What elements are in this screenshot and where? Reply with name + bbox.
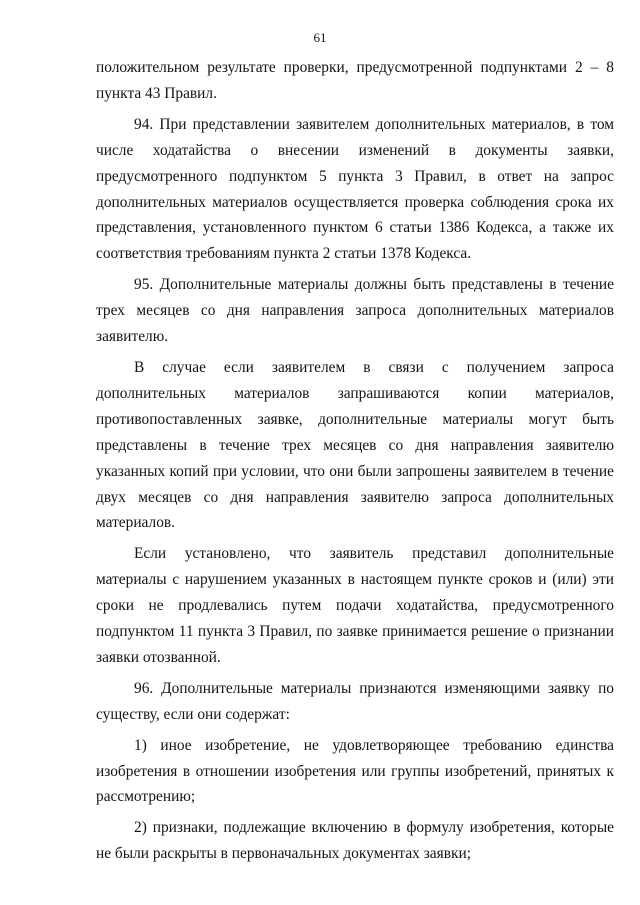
paragraph-continuation: положительном результате проверки, предусмотренной подпунктами 2 – 8 пункта 43 Правил. <box>96 59 614 102</box>
paragraph-95-copies: В случае если заявителем в связи с получением запроса дополнительных материалов запрашиваются копии материалов, противопоставленных заявке, дополнительные материалы могут быть представлены в течение трех месяцев со дня направления заявителю указанных копий при условии, что они были запрошены заявителем в течение двух месяцев со дня направления заявителю запроса дополнительных материалов. <box>96 358 614 532</box>
paragraph-94: 94. При представлении заявителем дополнительных материалов, в том числе ходатайства о внесении изменений в документы заявки, предусмотренного подпунктом 5 пункта 3 Правил, в ответ на запрос дополнительных материалов осуществляется проверка соблюдения срока их представления, установленного пунктом 6 статьи 1386 Кодекса, а также их соответствия требованиям пункта 2 статьи 1378 Кодекса. <box>96 115 614 263</box>
paragraph-95: 95. Дополнительные материалы должны быть представлены в течение трех месяцев со дня направления запроса дополнительных материалов заявителю. <box>96 276 614 346</box>
paragraph-96-item-1: 1) иное изобретение, не удовлетворяющее требованию единства изобретения в отношении изобретения или группы изобретений, принятых к рассмотрению; <box>96 736 614 806</box>
paragraph-96-item-2: 2) признаки, подлежащие включению в формулу изобретения, которые не были раскрыты в первоначальных документах заявки; <box>96 819 614 863</box>
page-number: 61 <box>313 30 327 45</box>
document-body <box>96 55 614 872</box>
paragraph-95-violation: Если установлено, что заявитель представил дополнительные материалы с нарушением указанных в настоящем пункте сроков и (или) эти сроки не продлевались путем подачи ходатайства, предусмотренного подпунктом 11 пункта 3 Правил, по заявке принимается решение о признании заявки отозванной. <box>96 545 614 666</box>
paragraph-96: 96. Дополнительные материалы признаются изменяющими заявку по существу, если они содержат: <box>96 679 614 723</box>
